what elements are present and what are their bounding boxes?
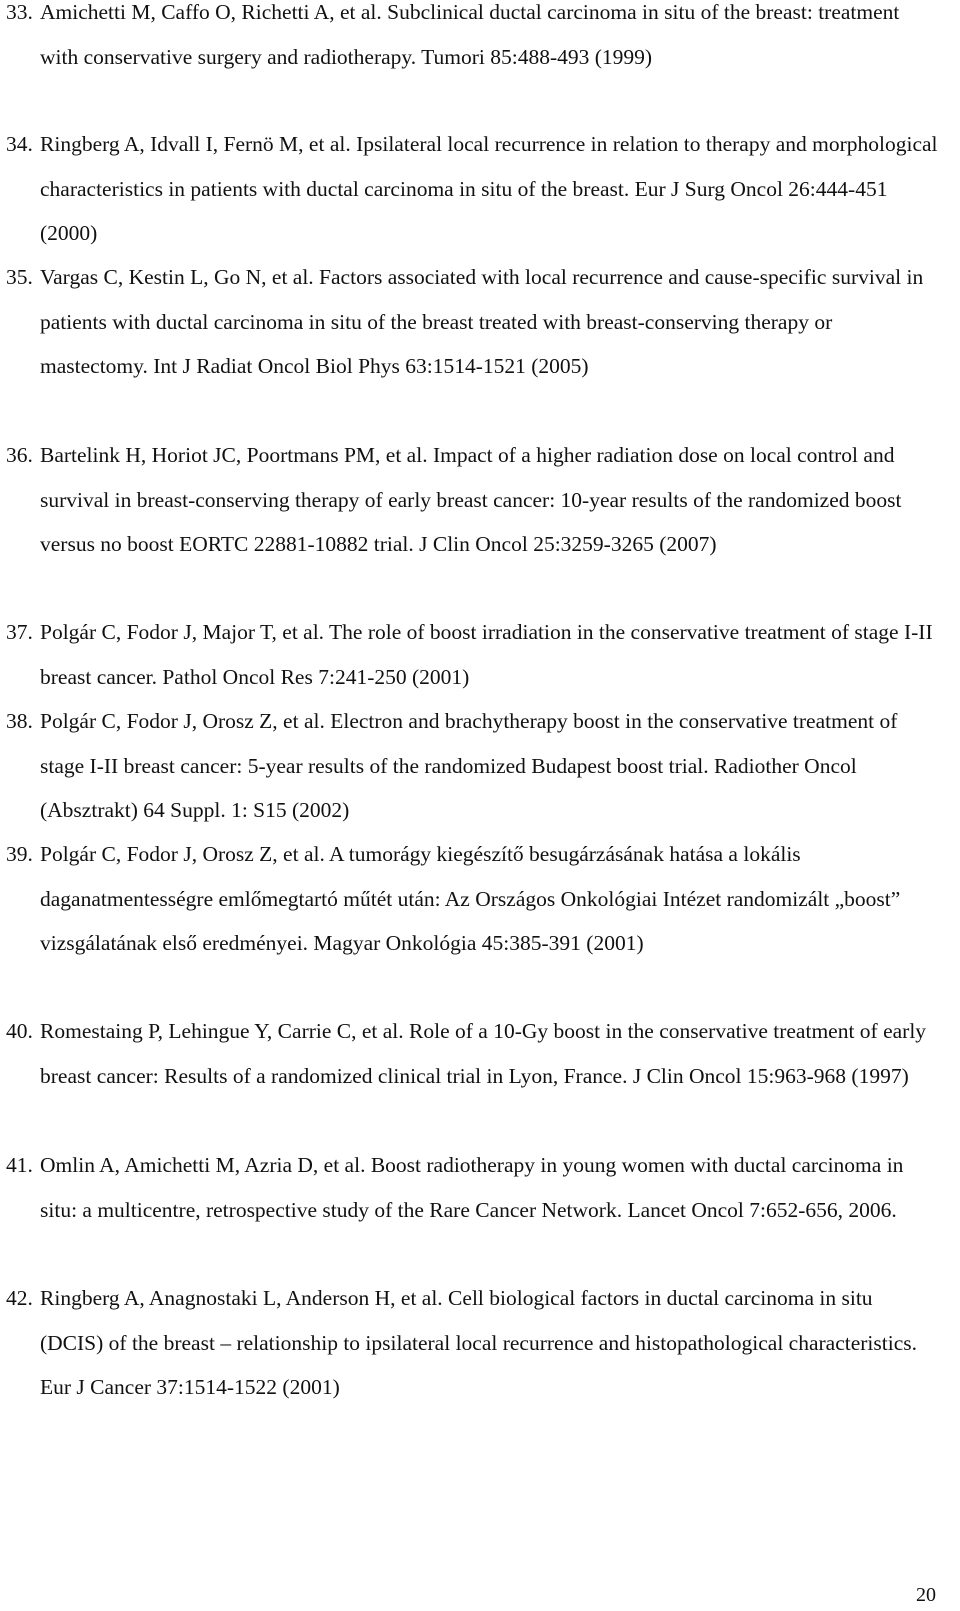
reference-item-37 [6,610,938,699]
reference-number: 39. [6,842,33,866]
reference-item-38 [6,699,938,833]
reference-text: Omlin A, Amichetti M, Azria D, et al. Boost radiotherapy in young women with ductal carcinoma in situ: a multicentre, retrospective study of the Rare Cancer Network. Lancet Oncol 7:652-656, 2006. [40,1153,904,1222]
reference-number: 35. [6,265,33,289]
reference-text: Polgár C, Fodor J, Orosz Z, et al. A tumorágy kiegészítő besugárzásának hatása a lokális daganatmentességre emlőmegtartó műtét után: Az Országos Onkológiai Intézet randomizált „boost” vizsgálatának első eredményei. Magyar Onkológia 45:385-391 (2001) [40,842,901,955]
reference-number: 37. [6,620,33,644]
reference-text: Romestaing P, Lehingue Y, Carrie C, et al. Role of a 10-Gy boost in the conservative treatment of early breast cancer: Results of a randomized clinical trial in Lyon, France. J Clin Oncol 15:963-968 (1997) [40,1019,927,1088]
reference-number: 41. [6,1153,33,1177]
reference-text: Bartelink H, Horiot JC, Poortmans PM, et al. Impact of a higher radiation dose on local control and survival in breast-conserving therapy of early breast cancer: 10-year results of the randomized boost versus no boost EORTC 22881-10882 trial. J Clin Oncol 25:3259-3265 (2007) [40,443,902,556]
reference-text: Ringberg A, Anagnostaki L, Anderson H, et al. Cell biological factors in ductal carcinoma in situ (DCIS) of the breast – relationship to ipsilateral local recurrence and histopathological characteristics. Eur J Cancer 37:1514-1522 (2001) [40,1286,917,1399]
reference-text: Vargas C, Kestin L, Go N, et al. Factors associated with local recurrence and cause-specific survival in patients with ductal carcinoma in situ of the breast treated with breast-conserving therapy or mastectomy. Int J Radiat Oncol Biol Phys 63:1514-1521 (2005) [40,265,924,378]
reference-item-36 [6,433,938,567]
reference-item-42 [6,1276,938,1410]
reference-text: Ringberg A, Idvall I, Fernö M, et al. Ipsilateral local recurrence in relation to therapy and morphological characteristics in patients with ductal carcinoma in situ of the breast. Eur J Surg Oncol 26:444-451 (2000) [40,132,938,245]
page-number: 20 [916,1584,936,1606]
reference-text: Polgár C, Fodor J, Major T, et al. The role of boost irradiation in the conservative treatment of stage I-II breast cancer. Pathol Oncol Res 7:241-250 (2001) [40,620,933,689]
reference-number: 38. [6,709,33,733]
reference-number: 36. [6,443,33,467]
reference-item-41 [6,1143,938,1232]
reference-text: Polgár C, Fodor J, Orosz Z, et al. Electron and brachytherapy boost in the conservative treatment of stage I-II breast cancer: 5-year results of the randomized Budapest boost trial. Radiother Oncol (Absztrakt) 64 Suppl. 1: S15 (2002) [40,709,898,822]
reference-item-33 [6,0,938,79]
reference-text: Amichetti M, Caffo O, Richetti A, et al. Subclinical ductal carcinoma in situ of the breast: treatment with conservative surgery and radiotherapy. Tumori 85:488-493 (1999) [40,0,900,69]
reference-item-39 [6,832,938,966]
reference-item-34 [6,122,938,256]
reference-number: 34. [6,132,33,156]
reference-number: 40. [6,1019,33,1043]
reference-item-35 [6,255,938,389]
reference-item-40 [6,1009,938,1098]
reference-number: 42. [6,1286,33,1310]
reference-number: 33. [6,0,33,24]
